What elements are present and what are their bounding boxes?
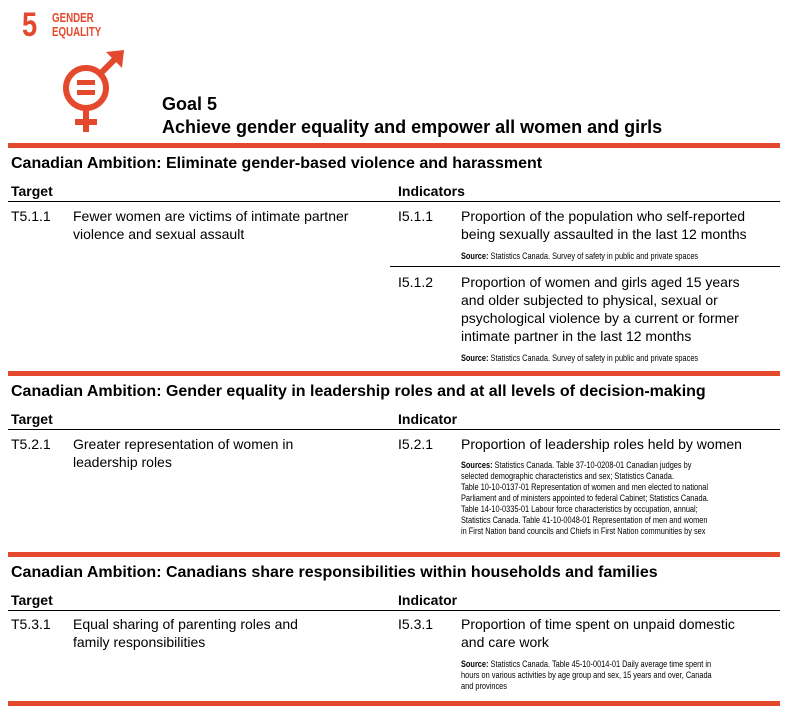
indicator-code: I5.1.2	[398, 274, 434, 290]
header-rule	[8, 429, 780, 430]
target-text: Equal sharing of parenting roles and family responsibilities	[73, 616, 298, 650]
indicator-text: Proportion of the population who self-reported being sexually assaulted in the last 12 months	[461, 208, 747, 242]
indicator-text: Proportion of time spent on unpaid domestic and care work	[461, 616, 735, 650]
indicator-text: Proportion of women and girls aged 15 years and older subjected to physical, sexual or psychological violence by a current or former intimate partner in the last 12 months	[461, 274, 740, 344]
goal-number-logo: 5	[22, 6, 38, 44]
section-divider	[8, 371, 780, 376]
section-divider	[8, 552, 780, 557]
section-divider	[8, 143, 780, 148]
indicator-code: I5.3.1	[398, 616, 434, 632]
gender-equality-icon	[54, 48, 134, 136]
indicator-text: Proportion of leadership roles held by women	[461, 436, 742, 452]
target-text: Greater representation of women in leadership roles	[73, 436, 294, 470]
indicator-header: Indicators	[398, 183, 465, 199]
indicator-source: Sources: Statistics Canada. Table 37-10-0208-01 Canadian judges by selected demographic characteristics and sex; Statistics Canada. Table 10-10-0137-01 Representation of women and men elected to national Parliament and of ministers appointed to federal Cabinet; Statistics Canada. Table 14-10-0335-01 Labour force characteristics by occupation, annual; Statistics Canada. Table 41-10-0048-01 Representation of men and women in First Nation band councils and Chiefs in First Nation communities by sex	[461, 460, 709, 536]
header-rule	[8, 610, 780, 611]
ambition-heading: Canadian Ambition: Canadians share responsibilities within households and families	[11, 564, 658, 581]
indicator-source: Source: Statistics Canada. Survey of safety in public and private spaces	[461, 353, 699, 363]
target-text: Fewer women are victims of intimate partner violence and sexual assault	[73, 208, 349, 242]
target-header: Target	[11, 183, 53, 199]
goal-title: Achieve gender equality and empower all women and girls	[162, 117, 663, 137]
target-code: T5.2.1	[11, 436, 51, 452]
indicator-code: I5.2.1	[398, 436, 434, 452]
indicator-header: Indicator	[398, 592, 458, 608]
goal-number: Goal 5	[162, 94, 218, 114]
indicator-header: Indicator	[398, 411, 458, 427]
target-code: T5.3.1	[11, 616, 51, 632]
target-code: T5.1.1	[11, 208, 51, 224]
target-header: Target	[11, 592, 53, 608]
indicator-divider	[390, 266, 780, 267]
bottom-divider	[8, 701, 780, 706]
header-rule	[8, 201, 780, 202]
ambition-heading: Canadian Ambition: Eliminate gender-based violence and harassment	[11, 155, 543, 172]
ambition-heading: Canadian Ambition: Gender equality in leadership roles and at all levels of decision-making	[11, 383, 706, 400]
target-header: Target	[11, 411, 53, 427]
indicator-code: I5.1.1	[398, 208, 434, 224]
indicator-source: Source: Statistics Canada. Survey of safety in public and private spaces	[461, 251, 699, 261]
goal-name-logo: GENDER EQUALITY	[52, 10, 102, 39]
indicator-source: Source: Statistics Canada. Table 45-10-0014-01 Daily average time spent in hours on various activities by age group and sex, 15 years and over, Canada and provinces	[461, 659, 712, 691]
